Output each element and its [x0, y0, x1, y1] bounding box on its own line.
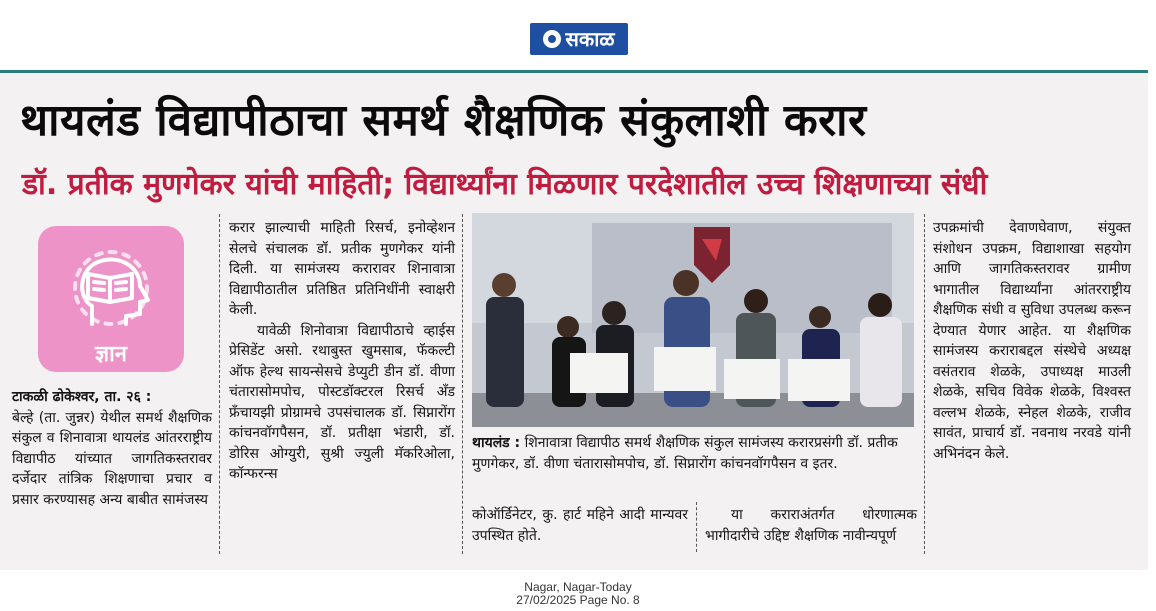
photo-caption: [472, 433, 917, 475]
dateline: टाकळी ढोकेश्वर, ता. २६ :: [12, 389, 152, 405]
footer-date-page: 27/02/2025 Page No. 8: [516, 593, 640, 607]
column-2: [229, 218, 455, 485]
column-rule: [462, 214, 463, 554]
headline: थायलंड विद्यापीठाचा समर्थ शैक्षणिक संकुलाशी करार: [20, 95, 867, 146]
column-2-para-1: करार झाल्याची माहिती रिसर्च, इनोव्हेशन सेलचे संचालक डॉ. प्रतीक मुणगेकर यांनी दिली. या सामंजस्य करारावर शिनावात्रा विद्यापीठातील प्रतिष्ठित प्रतिनिधींनी स्वाक्षरी केली.: [229, 220, 455, 318]
caption-lead: थायलंड :: [472, 435, 521, 451]
column-rule: [219, 214, 220, 554]
column-rule: [924, 214, 925, 554]
subheadline: डॉ. प्रतीक मुणगेकर यांची माहिती; विद्यार्थ्यांना मिळणार परदेशातील उच्च शिक्षणाच्या संधी: [22, 167, 988, 202]
column-5: [933, 218, 1131, 464]
column-1-body: बेल्हे (ता. जुन्नर) येथील समर्थ शैक्षणिक संकुल व शिनावात्रा थायलंड आंतरराष्ट्रीय विद्यापीठ यांच्यात जागतिकस्तरावर दर्जेदार तांत्रिक शिक्षणाचा प्रचार व प्रसार करण्यासह अन्य बाबीत सामंजस्य: [12, 409, 212, 508]
sakal-logo-icon: [543, 30, 561, 48]
column-rule: [696, 502, 697, 552]
column-1: [12, 387, 212, 510]
column-5-body: उपक्रमांची देवाणघेवाण, संयुक्त संशोधन उपक्रम, विद्याशाखा सहयोग आणि जागतिकस्तरावर ग्रामीण भागातील विद्यार्थ्यांना आंतरराष्ट्रीय शैक्षणिक संधी व सुविधा उपलब्ध करून देण्यात येणार आहेत. या शैक्षणिक सामंजस्य कराराबद्दल संस्थेचे अध्यक्ष वसंतराव शेळके, उपाध्यक्ष माउली शेळके, सचिव विवेक शेळके, विश्वस्त वल्लभ शेळके, स्नेहल शेळके, राजीव सावंत, प्राचार्य डॉ. नवनाथ नरवडे यांनी अभिनंदन केले.: [933, 220, 1131, 462]
article-photo: [472, 213, 914, 427]
masthead-logo: [530, 23, 628, 55]
column-4-body: या कराराअंतर्गत धोरणात्मक भागीदारीचे उद्दिष्ट शैक्षणिक नावीन्यपूर्ण: [705, 507, 917, 544]
masthead-logo-text: सकाळ: [565, 27, 615, 51]
footer-edition: Nagar, Nagar-Today: [524, 580, 632, 594]
section-label: ज्ञान: [94, 342, 127, 367]
signing-ceremony-photo: [472, 213, 914, 427]
column-3: [472, 505, 688, 546]
column-3-body: कोऑर्डिनेटर, कु. हार्ट महिने आदी मान्यवर उपस्थित होते.: [472, 507, 688, 544]
caption-text: शिनावात्रा विद्यापीठ समर्थ शैक्षणिक संकुल सामंजस्य करारप्रसंगी डॉ. प्रतीक मुणगेकर, डॉ. वीणा चंतारासोमपोच, डॉ. सिप्नारोंग कांचनवॉगपैसन व इतर.: [472, 435, 898, 472]
section-badge: [38, 226, 184, 372]
page-footer: [420, 581, 736, 607]
column-4: [705, 505, 917, 546]
column-2-para-2: यावेळी शिनोवात्रा विद्यापीठाचे व्हाईस प्रेसिडेंट असो. रथाबुस्त खुमसाब, फॅकल्टी ऑफ हेल्थ सायन्सेसचे डेप्युटी डीन डॉ. वीणा चंतारासोमपोच, पोस्टडॉक्टरल रिसर्च अँड फ्रँचायझी प्रोग्रामचे उपसंचालक डॉ. सिप्नारोंग कांचनवॉगपैसन, डॉ. प्रतीक्षा भंडारी, डॉ. डोरिस ओग्युरी, सुश्री ज्युली मॅकरिओला, कॉन्फरन्स: [229, 322, 455, 482]
